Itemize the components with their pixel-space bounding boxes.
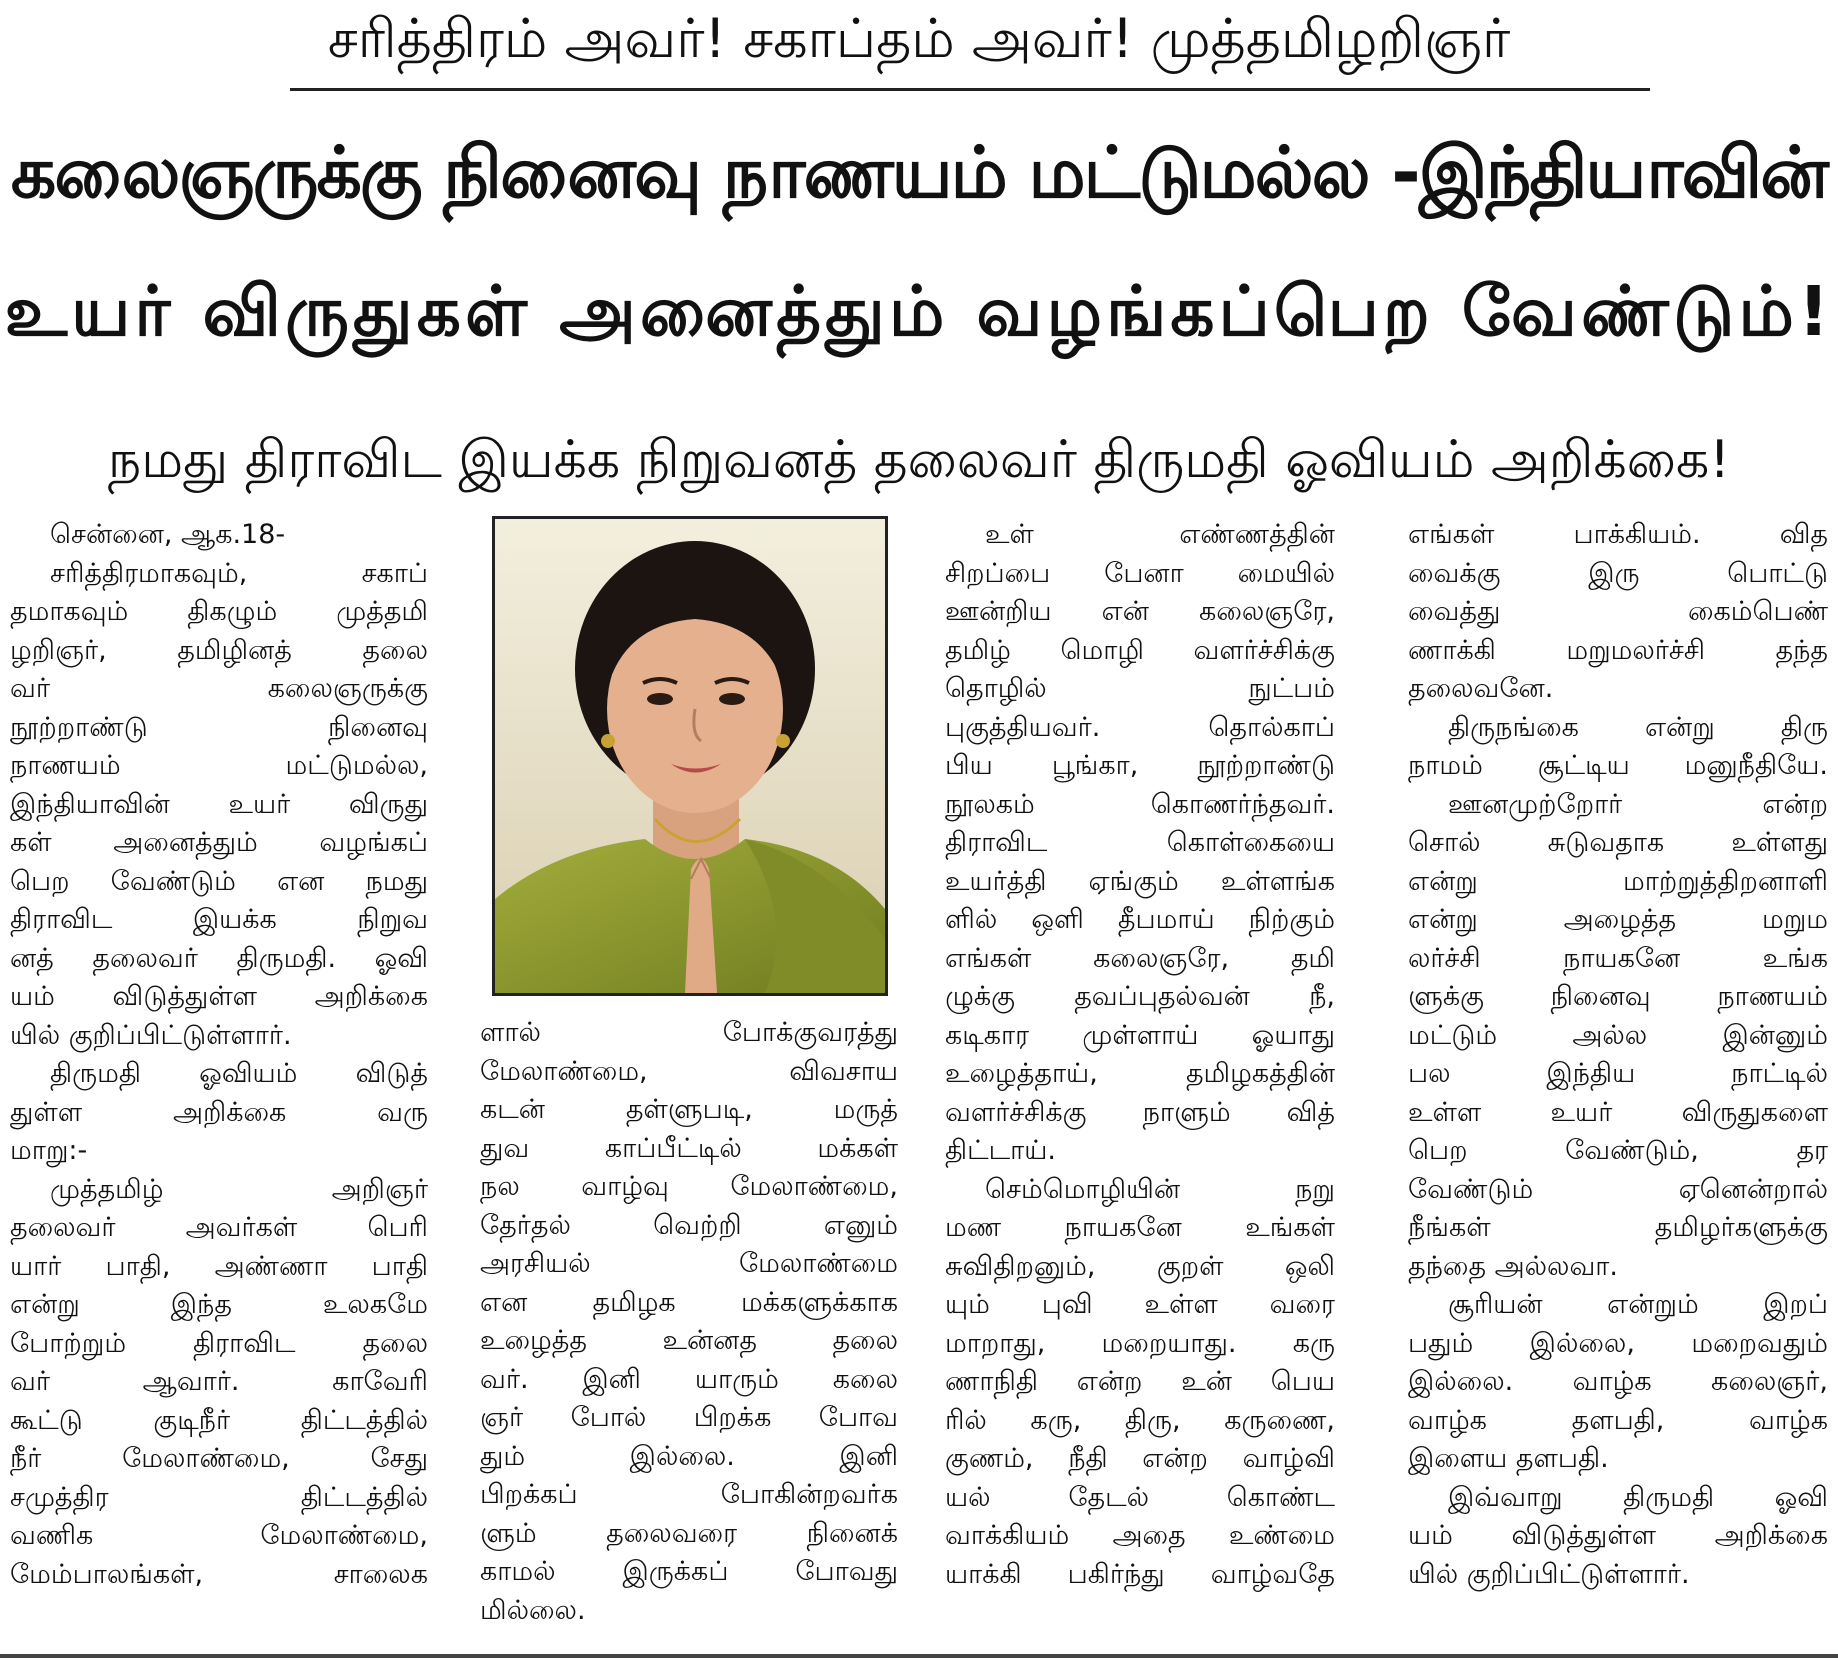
column-line: வர் கலைஞருக்கு xyxy=(10,673,428,704)
column-line: அரசியல் மேலாண்மை xyxy=(480,1248,898,1279)
column-line: பல இந்திய நாட்டில் xyxy=(1408,1058,1828,1089)
column-line: சிறப்பை பேனா மையில் xyxy=(945,557,1335,589)
column-line: சென்னை, ஆக.18- xyxy=(50,519,286,550)
column-line: மேம்பாலங்கள், சாலைக xyxy=(10,1558,428,1590)
column-line: ளால் போக்குவரத்து xyxy=(480,1017,898,1048)
column-line: ழறிஞர், தமிழினத் தலை xyxy=(10,634,428,666)
column-line: தொழில் நுட்பம் xyxy=(945,673,1335,704)
column-line: நீர் மேலாண்மை, சேது xyxy=(10,1443,428,1474)
column-line: குணம், நீதி என்ற வாழ்வி xyxy=(945,1443,1335,1474)
column-line: தும் இல்லை. இனி xyxy=(480,1440,898,1472)
column-line: இவ்வாறு திருமதி ஓவி xyxy=(1448,1481,1828,1513)
article-column-2 xyxy=(480,1014,898,1654)
column-line: பெற வேண்டும் என நமது xyxy=(10,865,428,897)
column-line: திருமதி ஓவியம் விடுத் xyxy=(50,1058,428,1089)
column-line: முத்தமிழ் அறிஞர் xyxy=(50,1173,428,1205)
column-line: கள் அனைத்தும் வழங்கப் xyxy=(10,827,428,858)
column-line: இல்லை. வாழ்க கலைஞர், xyxy=(1408,1366,1828,1397)
column-line: ணாக்கி மறுமலர்ச்சி தந்த xyxy=(1408,634,1828,666)
portrait-illustration xyxy=(495,519,885,993)
column-line: நீங்கள் தமிழர்களுக்கு xyxy=(1408,1212,1828,1243)
column-line: சொல் சுடுவதாக உள்ளது xyxy=(1408,827,1828,858)
column-line: வணிக மேலாண்மை, xyxy=(10,1520,428,1551)
column-line: நூலகம் கொணர்ந்தவர். xyxy=(945,788,1335,820)
column-line: தலைவனே. xyxy=(1408,673,1554,704)
column-line: யும் புவி உள்ள வரை xyxy=(945,1289,1335,1320)
column-line: தந்தை அல்லவா. xyxy=(1408,1250,1618,1282)
column-line: என தமிழக மக்களுக்காக xyxy=(480,1286,898,1318)
column-line: உழைத்தாய், தமிழகத்தின் xyxy=(945,1058,1335,1089)
column-line: உழைத்த உன்னத தலை xyxy=(480,1325,898,1356)
column-line: வைத்து கைம்பெண் xyxy=(1408,596,1828,627)
column-line: மாறாது, மறையாது. கரு xyxy=(945,1327,1335,1359)
column-line: மட்டும் அல்ல இன்னும் xyxy=(1408,1019,1828,1051)
kicker-underline xyxy=(290,88,1650,91)
column-line: கடிகார முள்ளாய் ஓயாது xyxy=(945,1019,1335,1051)
column-line: ளில் ஒளி தீபமாய் நிற்கும் xyxy=(945,904,1335,935)
column-line: கூட்டு குடிநீர் திட்டத்தில் xyxy=(10,1404,428,1436)
column-line: னத் தலைவர் திருமதி. ஓவி xyxy=(10,942,428,974)
column-line: ணாநிதி என்ற உன் பெய xyxy=(945,1366,1335,1397)
column-line: யல் தேடல் கொண்ட xyxy=(945,1481,1335,1513)
column-line: யம் விடுத்துள்ள அறிக்கை xyxy=(10,981,428,1012)
column-line: புகுத்தியவர். தொல்காப் xyxy=(945,711,1335,743)
column-line: என்று அழைத்த மறும xyxy=(1408,904,1828,935)
column-line: யில் குறிப்பிட்டுள்ளார். xyxy=(1408,1558,1690,1590)
column-line: தேர்தல் வெற்றி எனும் xyxy=(480,1209,898,1241)
column-line: வைக்கு இரு பொட்டு xyxy=(1408,557,1828,589)
column-line: யில் குறிப்பிட்டுள்ளார். xyxy=(10,1019,292,1051)
column-line: நல வாழ்வு மேலாண்மை, xyxy=(480,1171,898,1202)
column-line: பிறக்கப் போகின்றவர்க xyxy=(480,1479,898,1510)
column-line: காமல் இருக்கப் போவது xyxy=(480,1556,898,1587)
column-line: திருநங்கை என்று திரு xyxy=(1448,711,1828,743)
column-line: லர்ச்சி நாயகனே உங்க xyxy=(1408,942,1828,974)
column-line: பிய பூங்கா, நூற்றாண்டு xyxy=(945,750,1335,781)
column-line: பதும் இல்லை, மறைவதும் xyxy=(1408,1327,1828,1359)
column-line: யாக்கி பகிர்ந்து வாழ்வதே xyxy=(945,1558,1335,1590)
column-line: ரில் கரு, திரு, கருணை, xyxy=(945,1404,1335,1436)
column-line: மில்லை. xyxy=(480,1594,586,1626)
column-line: வர் ஆவார். காவேரி xyxy=(10,1366,428,1397)
column-line: இளைய தளபதி. xyxy=(1408,1443,1609,1474)
column-line: கடன் தள்ளுபடி, மருத் xyxy=(480,1094,898,1125)
column-line: வளர்ச்சிக்கு நாளும் வித் xyxy=(945,1096,1335,1128)
column-line: நாமம் சூட்டிய மனுநீதியே. xyxy=(1408,750,1828,781)
column-line: நாணயம் மட்டுமல்ல, xyxy=(10,750,428,781)
column-line: போற்றும் திராவிட தலை xyxy=(10,1327,428,1359)
column-line: தமிழ் மொழி வளர்ச்சிக்கு xyxy=(945,634,1335,666)
column-line: திராவிட இயக்க நிறுவ xyxy=(10,904,428,935)
article-column-1 xyxy=(10,516,428,1656)
column-line: வாழ்க தளபதி, வாழ்க xyxy=(1408,1404,1828,1436)
column-line: எங்கள் பாக்கியம். வித xyxy=(1408,519,1828,550)
column-line: வாக்கியம் அதை உண்மை xyxy=(945,1520,1335,1551)
bottom-border xyxy=(0,1654,1838,1658)
column-line: திட்டாய். xyxy=(945,1135,1056,1166)
column-line: பெற வேண்டும், தர xyxy=(1408,1135,1828,1166)
column-line: ழுக்கு தவப்புதல்வன் நீ, xyxy=(945,981,1335,1012)
deck-subheadline: நமது திராவிட இயக்க நிறுவனத் தலைவர் திருமதி ஓவியம் அறிக்கை! xyxy=(107,430,1731,490)
column-line: ஊனமுற்றோர் என்ற xyxy=(1448,788,1828,820)
column-line: இந்தியாவின் உயர் விருது xyxy=(10,788,428,820)
column-line: தமாகவும் திகழும் முத்தமி xyxy=(10,596,428,627)
column-line: ளும் தலைவரை நினைக் xyxy=(480,1517,898,1549)
column-line: உள் எண்ணத்தின் xyxy=(985,519,1335,550)
column-line: ளுக்கு நினைவு நாணயம் xyxy=(1408,981,1828,1012)
column-line: செம்மொழியின் நறு xyxy=(985,1173,1335,1205)
article-column-3 xyxy=(945,516,1335,1656)
column-line: மேலாண்மை, விவசாய xyxy=(480,1055,898,1087)
column-line: என்று மாற்றுத்திறனாளி xyxy=(1408,865,1828,897)
column-line: திராவிட கொள்கையை xyxy=(945,827,1335,858)
column-line: வர். இனி யாரும் கலை xyxy=(480,1363,898,1395)
column-line: எங்கள் கலைஞரே, தமி xyxy=(945,942,1335,974)
column-line: சரித்திரமாகவும், சகாப் xyxy=(50,557,428,589)
column-line: மாறு:- xyxy=(10,1135,88,1166)
headline-line-2: உயர் விருதுகள் அனைத்தும் வழங்கப்பெற வேண்டும்! xyxy=(4,272,1834,352)
column-line: துள்ள அறிக்கை வரு xyxy=(10,1096,428,1128)
portrait-photo xyxy=(492,516,888,996)
column-line: துவ காப்பீட்டில் மக்கள் xyxy=(480,1132,898,1164)
column-line: யார் பாதி, அண்ணா பாதி xyxy=(10,1250,428,1282)
kicker-headline: சரித்திரம் அவர்! சகாப்தம் அவர்! முத்தமிழறிஞர் xyxy=(327,7,1511,70)
column-line: சூரியன் என்றும் இறப் xyxy=(1448,1289,1828,1320)
column-line: என்று இந்த உலகமே xyxy=(10,1289,428,1320)
article-column-4 xyxy=(1408,516,1828,1656)
column-line: சமுத்திர திட்டத்தில் xyxy=(10,1481,428,1513)
column-line: வேண்டும் ஏனென்றால் xyxy=(1408,1173,1828,1205)
column-line: ஊன்றிய என் கலைஞரே, xyxy=(945,596,1335,627)
column-line: நூற்றாண்டு நினைவு xyxy=(10,711,428,743)
column-line: உள்ள உயர் விருதுகளை xyxy=(1408,1096,1828,1128)
column-line: உயர்த்தி ஏங்கும் உள்ளங்க xyxy=(945,865,1335,897)
column-line: மண நாயகனே உங்கள் xyxy=(945,1212,1335,1243)
column-line: தலைவர் அவர்கள் பெரி xyxy=(10,1212,428,1243)
headline-line-1: கலைஞருக்கு நினைவு நாணயம் மட்டுமல்ல -இந்தியாவின் xyxy=(10,131,1828,214)
column-line: யம் விடுத்துள்ள அறிக்கை xyxy=(1408,1520,1828,1551)
column-line: ஞர் போல் பிறக்க போவ xyxy=(480,1402,898,1433)
column-line: சுவிதிறனும், குறள் ஒலி xyxy=(945,1250,1335,1282)
